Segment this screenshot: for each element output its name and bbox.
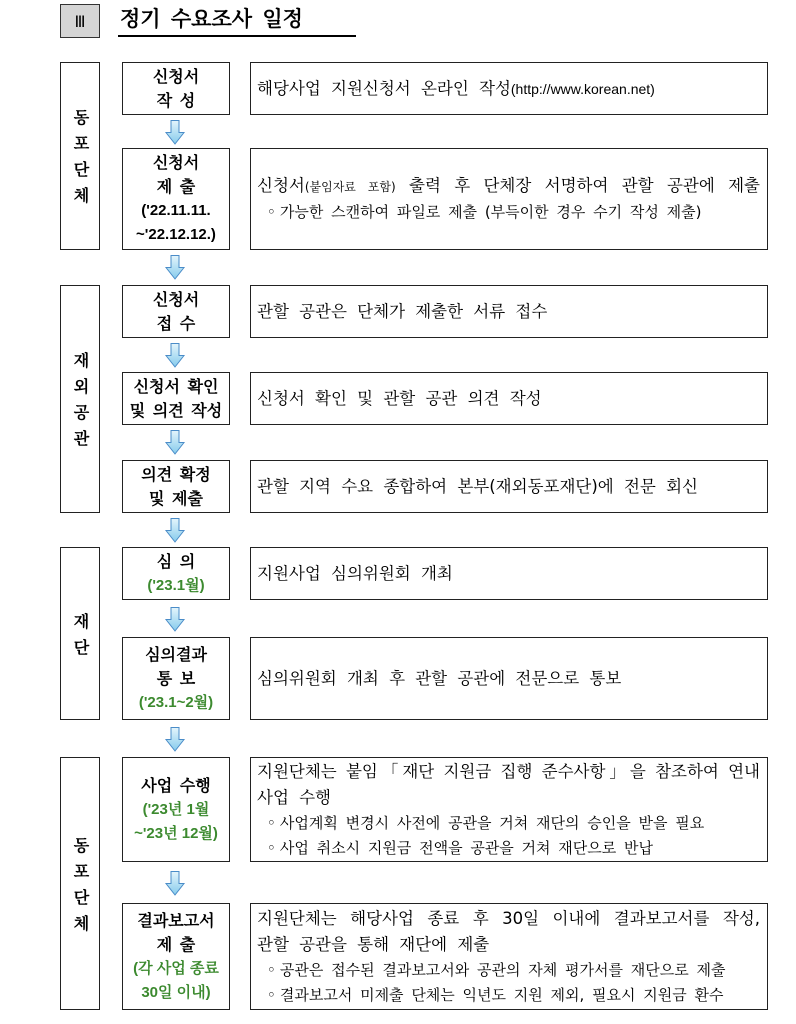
down-arrow-icon [165,871,185,896]
description-line: 심의위원회 개최 후 관할 공관에 전문으로 통보 [257,668,622,688]
step-opinion-submission-description [250,460,768,513]
step-deliberation-description [250,547,768,600]
step-period: 30일 이내) [141,983,211,1001]
step-label-line: 제 출 [156,177,196,196]
step-period: ('23년 1월 [142,800,210,818]
description-text: 출력 후 단체장 서명하여 관할 공관에 제출 [409,176,760,195]
step-period: ~'23년 12월) [134,824,218,842]
step-opinion-submission [122,460,230,513]
stage-group-label: 동포단체 [71,836,90,941]
step-period: (각 사업 종료 [133,959,219,977]
step-application-writing-description [250,62,768,115]
description-line [257,76,760,102]
bullet-text: 결과보고서 미제출 단체는 익년도 지원 제외, 필요시 지원금 환수 [279,985,724,1004]
description-bullet [257,836,760,861]
step-label-line: 제 출 [156,934,196,954]
stage-group-overseas-missions [60,285,100,513]
step-label-line: 의견 확정 [141,464,211,484]
description-line: 지원단체는 붙임「재단 지원금 집행 준수사항」을 참조하여 연내 [257,761,760,781]
step-label-line: 작 성 [156,90,196,110]
step-result-notification [122,637,230,720]
step-result-report-submission [122,903,230,1010]
section-number: Ⅲ [74,11,86,31]
step-application-writing [122,62,230,115]
description-line: 관할 지역 수요 종합하여 본부(재외동포재단)에 전문 회신 [257,476,698,496]
down-arrow-icon [165,430,185,455]
down-arrow-icon [165,120,185,145]
stage-group-label: 재외공관 [71,352,90,456]
step-label-line: 신청서 확인 [133,376,219,396]
description-line: 신청서 확인 및 관할 공관 의견 작성 [257,388,542,408]
step-application-review-description [250,372,768,425]
step-application-review [122,372,230,425]
description-text: 신청서 [257,176,305,195]
description-line [257,173,760,200]
step-label-line: 통 보 [156,668,196,688]
step-label-line: 신청서 [152,66,200,86]
website-note: (http://www.korean.net) [510,80,655,97]
bullet-text: 가능한 스캔하여 파일로 제출 (부득이한 경우 수기 작성 제출) [279,203,702,221]
down-arrow-icon [165,607,185,632]
description-line: 지원단체는 해당사업 종료 후 30일 이내에 결과보고서를 작성, [257,908,760,928]
bullet-text: 공관은 접수된 결과보고서와 공관의 자체 평가서를 재단으로 제출 [279,960,726,979]
step-label-line: 신청서 [152,153,200,172]
step-deliberation [122,547,230,600]
bullet-marker: ◦ [267,838,276,857]
step-period: ('23.1~2월) [138,693,214,711]
step-project-execution [122,757,230,862]
step-label-line: 신청서 [152,289,200,309]
step-project-execution-description [250,757,768,862]
step-period: ~'22.12.12.) [136,226,216,243]
step-application-submission-description [250,148,768,250]
description-line: 지원사업 심의위원회 개최 [257,563,453,583]
step-application-submission [122,148,230,250]
step-label-line: 결과보고서 [137,910,215,930]
stage-group-overseas-korean-organizations [60,62,100,250]
step-result-notification-description [250,637,768,720]
description-line: 사업 수행 [257,787,332,807]
step-period: ('22.11.11. [141,202,211,219]
description-bullet [257,811,760,836]
stage-group-label: 재단 [71,612,90,665]
stage-group-label: 동포단체 [71,109,90,213]
description-line: 관할 공관을 통해 재단에 제출 [257,934,490,954]
step-application-receipt [122,285,230,338]
description-bullet [257,983,760,1008]
bullet-text: 사업계획 변경시 사전에 공관을 거쳐 재단의 승인을 받을 필요 [279,813,705,832]
description-bullet [257,958,760,983]
down-arrow-icon [165,518,185,543]
step-result-report-submission-description [250,903,768,1010]
step-period: ('23.1월) [147,576,205,594]
down-arrow-icon [165,343,185,368]
down-arrow-icon [165,727,185,752]
step-label-line: 및 의견 작성 [129,400,223,420]
page-title: 정기 수요조사 일정 [120,7,303,31]
step-label-line: 접 수 [156,313,196,333]
stage-group-foundation [60,547,100,720]
description-text: 해당사업 지원신청서 온라인 작성 [257,78,511,98]
stage-group-overseas-korean-organizations-execution [60,757,100,1010]
description-bullet [257,200,760,225]
description-line: 관할 공관은 단체가 제출한 서류 접수 [257,301,548,321]
bullet-text: 사업 취소시 지원금 전액을 공관을 거쳐 재단으로 반납 [279,838,654,857]
step-label-line: 심의결과 [145,644,207,664]
bullet-marker: ◦ [267,985,276,1004]
bullet-marker: ◦ [267,203,276,221]
down-arrow-icon [165,255,185,280]
step-label-line: 사업 수행 [141,775,211,795]
step-label-line: 및 제출 [149,488,203,508]
bullet-marker: ◦ [267,960,276,979]
description-note: (붙임자료 포함) [304,180,396,194]
section-number-badge [60,4,100,38]
step-application-receipt-description [250,285,768,338]
step-label-line: 심 의 [156,551,196,571]
title-underline [118,35,356,37]
bullet-marker: ◦ [267,813,276,832]
